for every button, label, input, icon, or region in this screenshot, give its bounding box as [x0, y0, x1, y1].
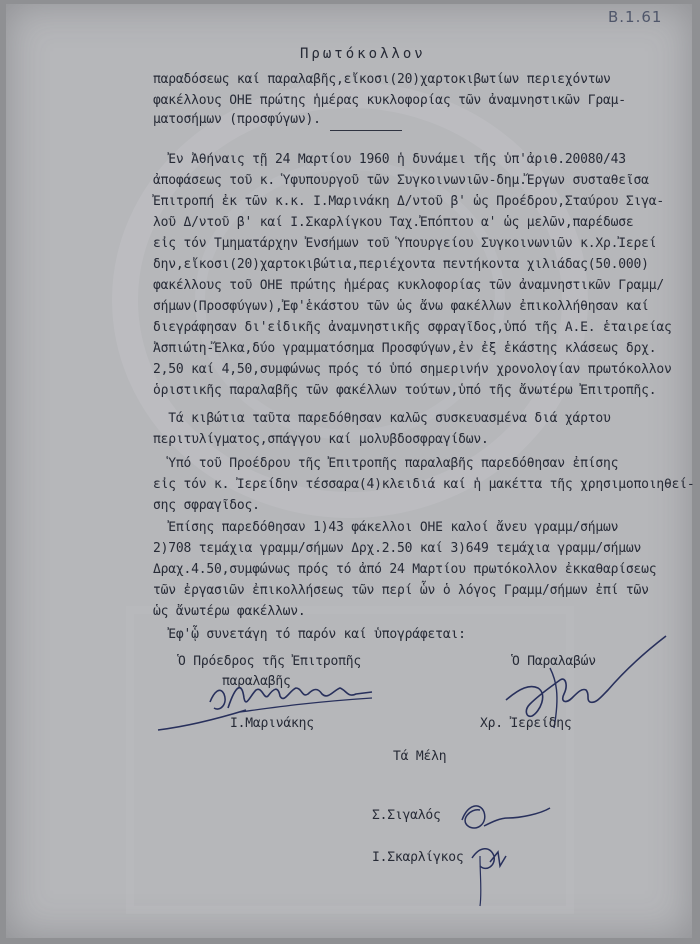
chair-heading-continued: παραλαβῆς	[222, 674, 291, 689]
body-line: τῶν ἐργασιῶν ἐπικολλήσεως τῶν περί ὧν ὁ λόγος Γραμμ/σήμων ἐπί τῶν	[153, 583, 649, 598]
body-line: 2,50 καί 4,50,συμφώνως πρός τό ὑπό σημερινήν χρονολογίαν πρωτόκολλον	[153, 362, 672, 377]
document-title: Πρωτόκολλον	[300, 46, 426, 62]
intro-line: παραδόσεως καί παραλαβῆς,εἴκοσι(20)χαρτοκιβωτίων περιεχόντων	[153, 72, 611, 87]
body-line: εἰς τόν κ. Ἰερείδην τέσσαρα(4)κλειδιά καί ἡ μακέττα τῆς χρησιμοποιηθεί-	[153, 477, 695, 492]
body-line: ὁριστικῆς παραλαβῆς τῶν φακέλλων τούτων,ὑπό τῆς ἄνωτέρω Ἐπιτροπῆς.	[153, 383, 657, 398]
body-line: φακέλλους τοῦ ΟΗΕ πρώτης ἡμέρας κυκλοφορίας τῶν ἀναμνηστικῶν Γραμμ/	[153, 278, 664, 293]
body-line: Ἐν Ἀθήναις τῇ 24 Μαρτίου 1960 ἡ δυνάμει τῆς ὑπ'ἀριθ.20080/43	[153, 152, 626, 167]
body-line: σήμων(Προσφύγων),Ἐφ'ἑκάστου τῶν ὡς ἄνω φακέλλων ἐπικολλήθησαν καί	[153, 299, 649, 314]
member-name: Σ.Σιγαλός	[372, 808, 441, 823]
chair-name: Ι.Μαρινάκης	[230, 716, 314, 731]
body-line: περιτυλίγματος,σπάγγου καί μολυβδοσφραγίδων.	[153, 432, 489, 447]
member-name: Ι.Σκαρλίγκος	[372, 850, 464, 865]
body-line: λοῦ Δ/ντοῦ β' καί Ι.Σκαρλίγκου Ταχ.Ἐπόπτου α' ὡς μελῶν,παρέδωσε	[153, 215, 634, 230]
body-line: Ἐπιτροπή ἐκ τῶν κ.κ. Ι.Μαρινάκη Δ/ντοῦ β' ὡς Προέδρου,Σταύρου Σιγα-	[153, 194, 664, 209]
body-line: Τά κιβώτια ταῦτα παρεδόθησαν καλῶς συσκευασμένα διά χάρτου	[153, 411, 611, 426]
receiver-heading: Ὁ Παραλαβών	[512, 654, 596, 669]
intro-line: ματοσήμων (προσφύγων).	[153, 112, 321, 127]
reference-number: Β.1.61	[608, 8, 663, 26]
document-page	[6, 4, 692, 938]
body-line: δην,εἴκοσι(20)χαρτοκιβώτια,περιέχοντα πεντήκοντα χιλιάδας(50.000)	[153, 257, 649, 272]
title-underline	[330, 130, 402, 131]
body-line: Ὑπό τοῦ Προέδρου τῆς Ἐπιτροπῆς παραλαβῆς παρεδόθησαν ἐπίσης	[153, 456, 619, 471]
body-line: ὡς ἄνωτέρω φακέλλων.	[153, 604, 306, 619]
body-line: Ἀσπιώτη-Ἔλκα,δύο γραμματόσημα Προσφύγων,ἐν ἐξ ἑκάστης κλάσεως δρχ.	[153, 341, 657, 356]
chair-heading: Ὁ Πρόεδρος τῆς Ἐπιτροπῆς	[178, 654, 362, 669]
body-line: σης σφραγῖδος.	[153, 498, 260, 513]
receiver-name: Χρ. Ἰερείδης	[480, 716, 572, 731]
body-line: ἀποφάσεως τοῦ κ. Ὑφυπουργοῦ τῶν Συγκοινωνιῶν-δημ.Ἔργων συσταθεῖσα	[153, 173, 649, 188]
body-line: Ἐφ'ᾧ συνετάγη τό παρόν καί ὑπογράφεται:	[153, 627, 466, 642]
members-heading: Τά Μέλη	[393, 749, 447, 764]
body-line: 2)708 τεμάχια γραμμ/σήμων Δρχ.2.50 καί 3)649 τεμάχια γραμμ/σήμων	[153, 541, 642, 556]
body-line: εἰς τόν Τμηματάρχην Ἐνσήμων τοῦ Ὑπουργείου Συγκοινωνιῶν κ.Χρ.Ἰερεί	[153, 236, 657, 251]
body-line: Ἐπίσης παρεδόθησαν 1)43 φάκελλοι ΟΗΕ καλοί ἄνευ γραμμ/σήμων	[153, 520, 619, 535]
intro-line: φακέλλους ΟΗΕ πρώτης ἡμέρας κυκλοφορίας τῶν ἀναμνηστικῶν Γραμ-	[153, 93, 626, 108]
body-line: διεγράφησαν δι'εἰδικῆς ἀναμνηστικῆς σφραγῖδος,ὑπό τῆς Α.Ε. ἑταιρείας	[153, 320, 672, 335]
body-line: Δραχ.4.50,συμφώνως πρός τό ἀπό 24 Μαρτίου πρωτόκολλον ἐκκαθαρίσεως	[153, 562, 657, 577]
